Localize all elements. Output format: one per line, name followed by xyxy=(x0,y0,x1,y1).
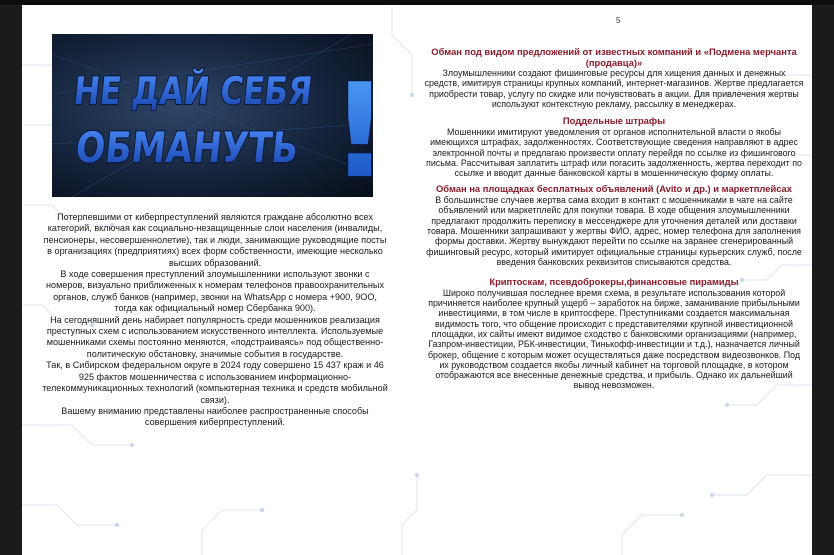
section-body: В большинстве случаев жертва сама входит в контакт с мошенниками в чате на сайте объявлений или маркетплейс для покупки товара. В ходе общения злоумышленники предлагают продолжить переписку в мессенджере для уточнения деталей или доставки товара. Мошенники запрашивают у жертвы ФИО, адрес, номер телефона для заполнения формы доставки. Жертву вынуждают перейти по ссылке на заранее сгенерированный фишинговый ресурс, который имитирует официальные страницы курьерских служб, после введения банковских реквизитов списываются средства. xyxy=(426,195,802,267)
section-classifieds-fraud xyxy=(424,184,804,267)
section-fake-fines xyxy=(424,116,804,178)
section-crypto-scam xyxy=(424,277,804,391)
fraud-schemes xyxy=(424,47,804,391)
section-title: Обман под видом предложений от известных компаний и «Подмена мерчанта (продавца)» xyxy=(431,46,797,68)
exclamation-mark: ! xyxy=(330,55,390,207)
banner-line2: ОБМАНУТЬ xyxy=(73,123,349,172)
intro-paragraph-1: Потерпевшими от киберпреступлений являются граждане абсолютно всех категорий, включая как социально-незащищенные слои населения (инвалиды, пенсионеры, несовершеннолетие), так и люди, занимающие руководящие посты в организациях (предприятиях) всех форм собственности, имеющие несколько высших образований. xyxy=(43,212,387,268)
intro-paragraph-4: Так, в Сибирском федеральном округе в 2024 году совершено 15 437 краж и 46 925 фактов мошенничества с использованием информационно-телекоммуникационных технологий (компьютерная техника и средств мобильной связи). xyxy=(42,360,388,405)
section-merchant-fraud xyxy=(424,47,804,109)
warning-banner xyxy=(52,34,390,207)
section-title: Обман на площадках бесплатных объявлений (Avito и др.) и маркетплейсах xyxy=(436,183,792,195)
section-title: Криптоскам, псевдоброкеры,финансовые пирамиды xyxy=(489,276,739,288)
page-number: 5 xyxy=(616,16,621,25)
brochure-spread xyxy=(22,5,812,555)
intro-paragraph-5: Вашему вниманию представлены наиболее распространенные способы совершения киберпреступлений. xyxy=(61,405,369,428)
section-body: Злоумышленники создают фишинговые ресурсы для хищения данных и денежных средств, имитируя страницы крупных компаний, интернет-магазинов. Жертве предлагается приобрести товар, услугу по скидке или почувствовать в акции. Для привлечения жертвы используют контекстную рекламу, рассылку в менеджерах. xyxy=(424,68,804,110)
banner-line1: НЕ ДАЙ СЕБЯ xyxy=(71,69,368,113)
section-title: Поддельные штрафы xyxy=(562,115,666,127)
intro-text xyxy=(42,212,388,429)
section-body: Широко получившая последнее время схема, в результате использования которой причиняется наиболее крупный ущерб – заработок на бирже, заманивание прибыльными инвестициями, в том числе в криптосфере. Преступниками создается максимальная видимость того, что общение происходит с представителями крупной инвестиционной площадки, их сайты имеют видимое сходство с банковскими организациями (например, Газпром-инвестиции, РБК-инвестиции, Тинькофф-инвестиции и т.д.), назначается личный брокер, общение с которым может осуществляться даже посредством видеозвонков. Под их руководством создается якобы личный кабинет на торговой площадке, в котором отображаются все внесенные денежные средства, и прибыль. Однако их дальнейший вывод невозможен. xyxy=(427,287,801,391)
banner-graphic xyxy=(52,34,390,207)
section-body: Мошенники имитируют уведомления от органов исполнительной власти о якобы имеющихся штрафах, задолженностях. Соответствующие сведения направляют в адрес электронной почты и предлагаю произвести оплату перейдя по ссылке из фишингового письма. Рассчитывая заплатить штраф или погасить задолженность, жертва переходит по ссылке и вводит данные банковской карты в мошенническую форму оплаты. xyxy=(426,126,802,179)
intro-paragraph-3: На сегодняшний день набирает популярность среди мошенников реализация преступных схем с использованием искусственного интеллекта. Используемые мошенниками схемы постоянно меняются, «подстраиваясь» под общественно-политическую обстановку, значимые события в государстве. xyxy=(46,314,384,359)
intro-paragraph-2: В ходе совершения преступлений злоумышленники используют звонки с номеров, визуально приближенных к номерам телефонов правоохранительных органов, служб банков (например, звонки на WhatsApp с номера +900, 9ОО, тогда как официальный номер Сбербанка 900). xyxy=(45,269,385,314)
